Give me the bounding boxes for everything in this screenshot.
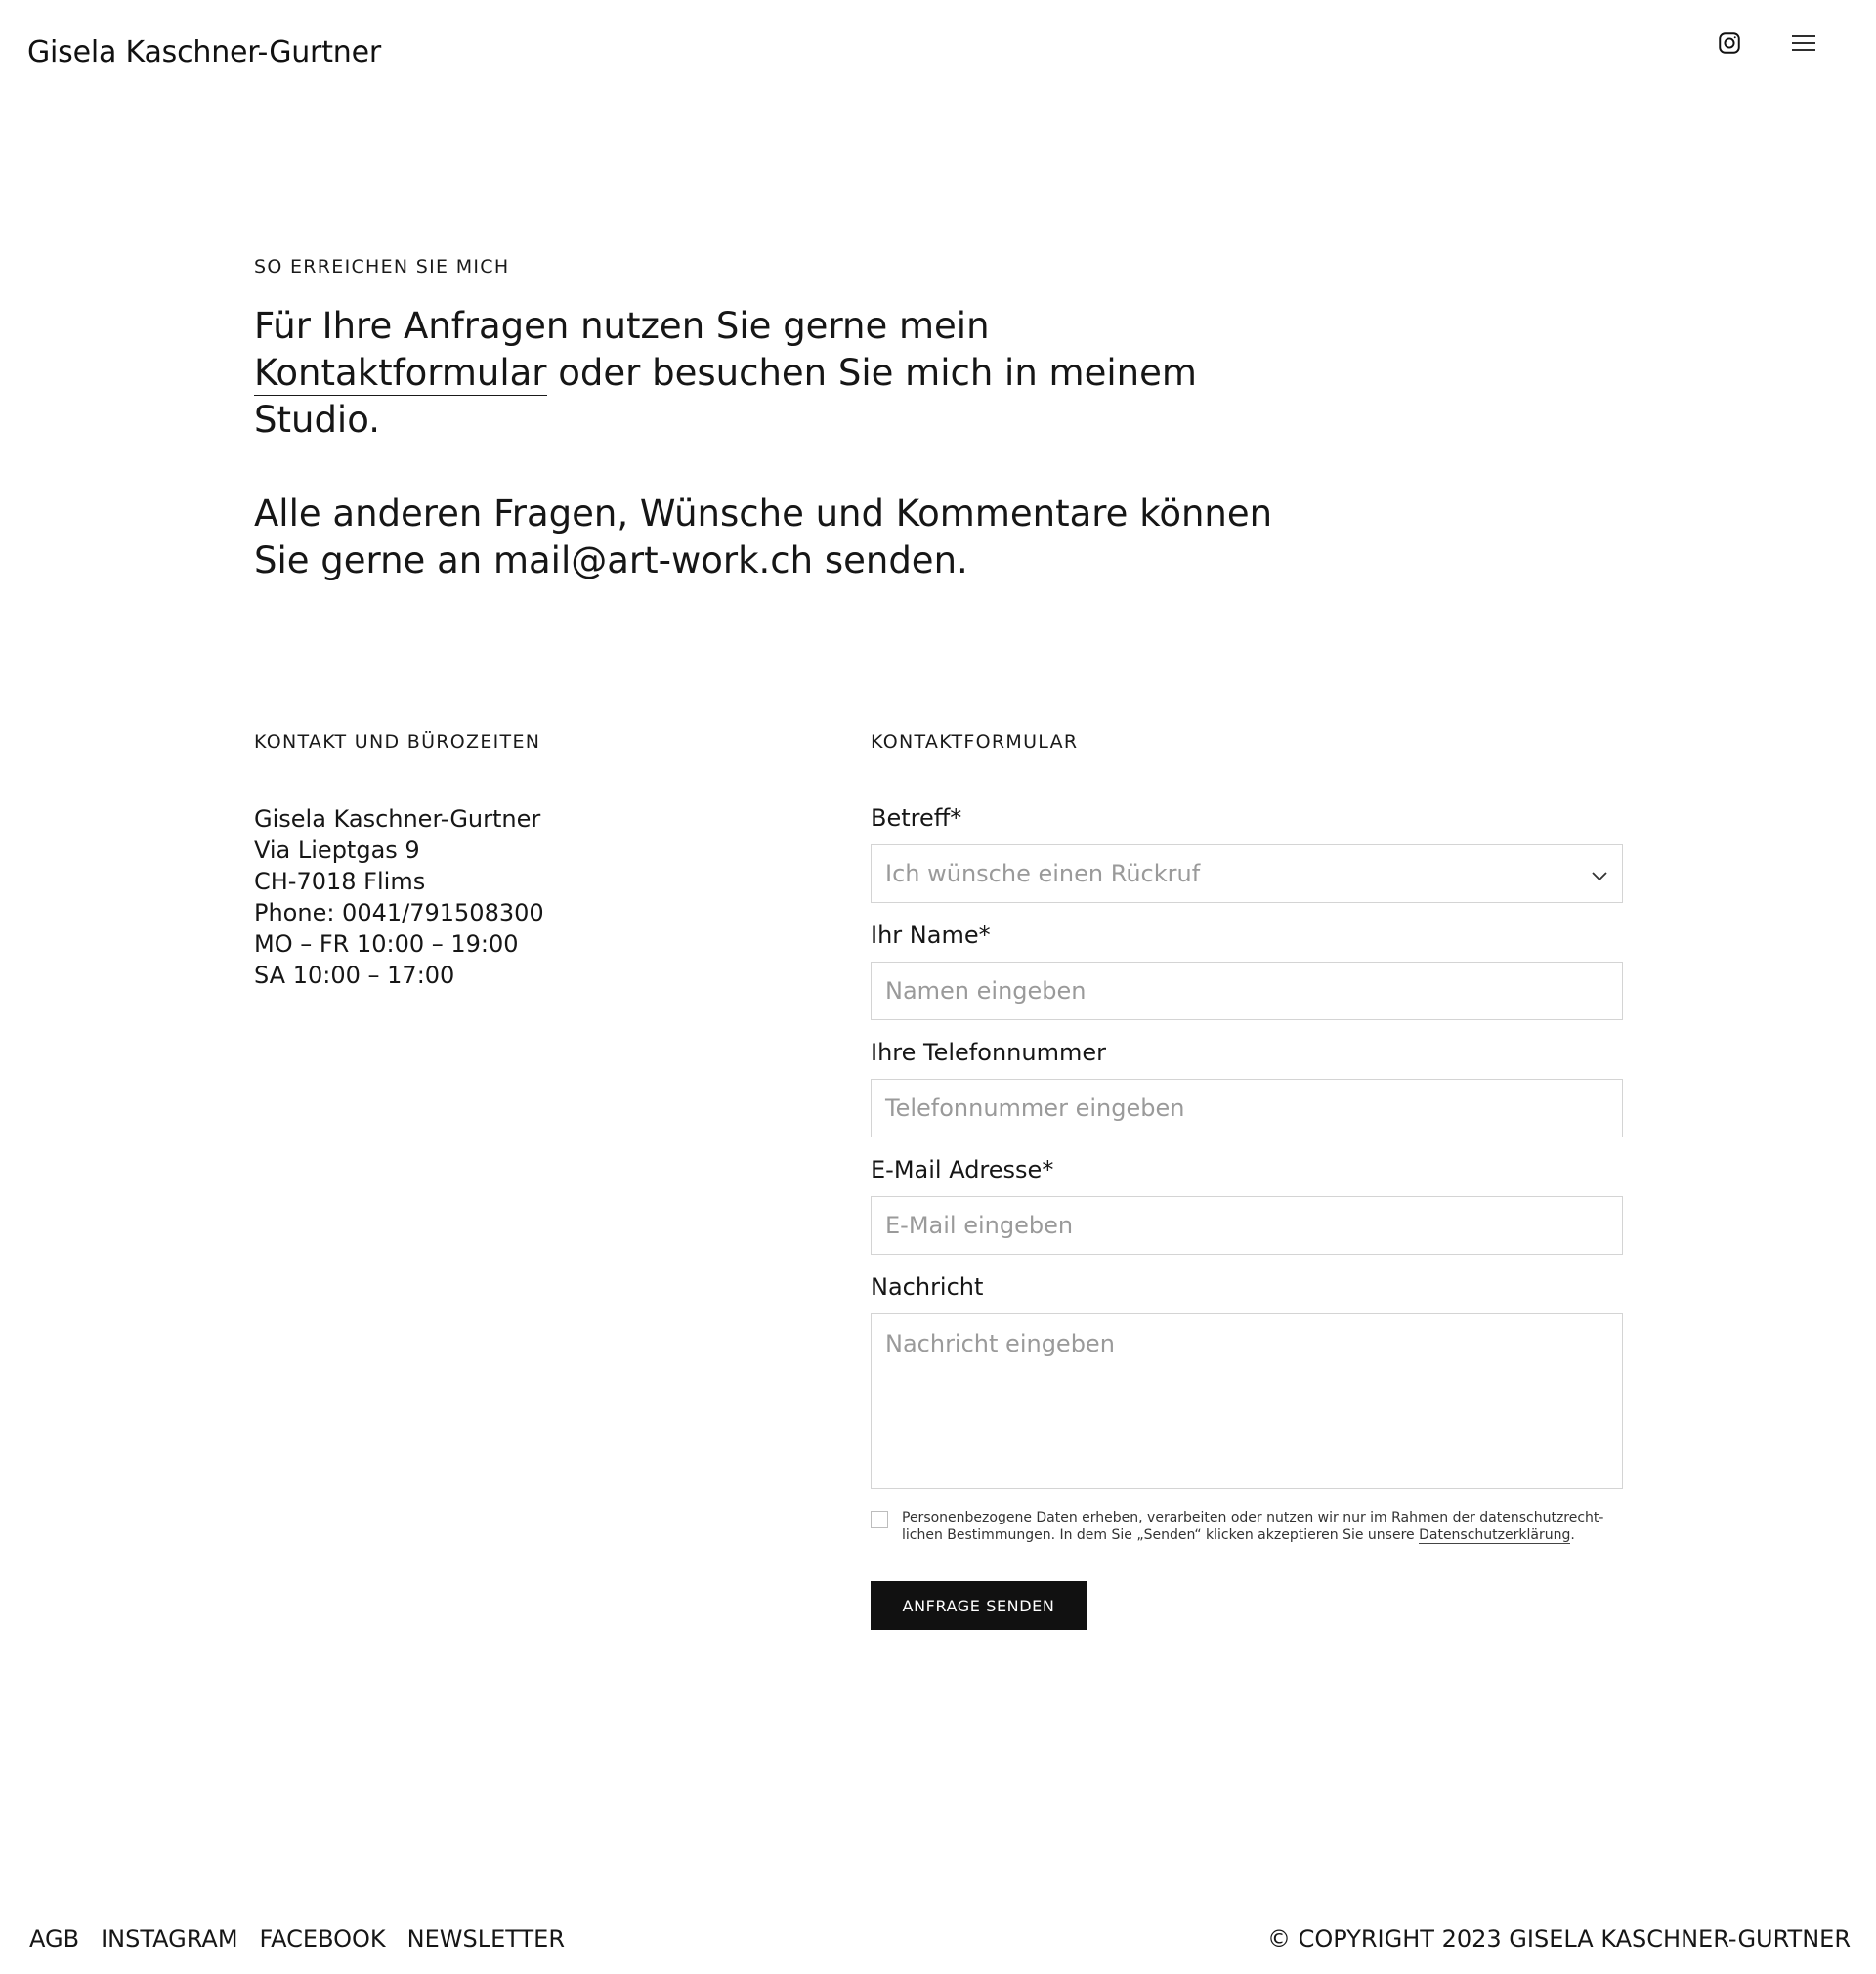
contact-heading: KONTAKT UND BÜROZEITEN (254, 731, 541, 752)
email-input[interactable] (871, 1196, 1623, 1255)
name-input[interactable] (871, 962, 1623, 1020)
footer-link-newsletter[interactable]: NEWSLETTER (406, 1925, 565, 1953)
phone-label: Ihre Telefonnummer (871, 1039, 1106, 1066)
email-label: E-Mail Adresse* (871, 1156, 1054, 1183)
phone-input[interactable] (871, 1079, 1623, 1137)
name-placeholder: Namen eingeben (885, 977, 1087, 1005)
message-placeholder: Nachricht eingeben (885, 1330, 1115, 1357)
instagram-icon[interactable] (1714, 27, 1745, 59)
subject-select-value: Ich wünsche einen Rückruf (885, 860, 1201, 887)
message-textarea[interactable] (871, 1313, 1623, 1489)
name-label: Ihr Name* (871, 922, 991, 949)
privacy-text-line (902, 1526, 1603, 1544)
address-line: Gisela Kaschner-Gurtner (254, 805, 541, 833)
hours-line: MO – FR 10:00 – 19:00 (254, 930, 519, 958)
form-heading: KONTAKTFORMULAR (871, 731, 1079, 752)
address-block (254, 803, 801, 991)
privacy-policy-link[interactable]: Datenschutzerklärung (1419, 1527, 1571, 1543)
header-icons (1714, 27, 1819, 59)
copyright: © COPYRIGHT 2023 GISELA KASCHNER-GURTNER (1267, 1925, 1851, 1953)
contact-section (254, 731, 801, 991)
footer-link-instagram[interactable]: INSTAGRAM (101, 1925, 238, 1953)
menu-icon[interactable] (1788, 27, 1819, 59)
footer-link-agb[interactable]: AGB (29, 1925, 80, 1953)
site-title[interactable]: Gisela Kaschner-Gurtner (27, 35, 381, 69)
intro-paragraph-2: Alle anderen Fragen, Wünsche und Kommentare können Sie gerne an mail@art-work.ch senden. (254, 493, 1273, 581)
email-placeholder: E-Mail eingeben (885, 1212, 1074, 1239)
privacy-checkbox[interactable] (871, 1511, 888, 1528)
privacy-consent (871, 1509, 1633, 1544)
intro-eyebrow: SO ERREICHEN SIE MICH (254, 256, 510, 278)
phone-line: Phone: 0041/791508300 (254, 899, 544, 926)
privacy-text (902, 1509, 1603, 1544)
submit-button[interactable]: ANFRAGE SENDEN (871, 1581, 1087, 1630)
intro-paragraph-1 (254, 303, 1290, 444)
privacy-text-line: Personenbezogene Daten erheben, verarbeiten oder nutzen wir nur im Rahmen der datenschutzrecht- (902, 1510, 1604, 1525)
contact-form-section (871, 731, 1625, 1630)
intro-text-after-link: oder besuchen Sie mich in meinem Studio. (254, 352, 1197, 441)
footer-nav (29, 1925, 565, 1953)
footer-link-facebook[interactable]: FACEBOOK (259, 1925, 386, 1953)
address-line: Via Lieptgas 9 (254, 837, 420, 864)
message-label: Nachricht (871, 1273, 984, 1301)
contact-form-link[interactable]: Kontaktformular (254, 352, 547, 394)
intro-section (254, 256, 1290, 631)
hours-line: SA 10:00 – 17:00 (254, 962, 455, 989)
privacy-text-part: . (1570, 1527, 1575, 1543)
subject-label: Betreff* (871, 804, 962, 832)
address-line: CH-7018 Flims (254, 868, 426, 895)
phone-placeholder: Telefonnummer eingeben (885, 1094, 1185, 1122)
subject-select[interactable] (871, 844, 1623, 903)
chevron-down-icon (1591, 860, 1608, 887)
intro-text-before-link: Für Ihre Anfragen nutzen Sie gerne mein (254, 305, 990, 347)
privacy-text-part: lichen Bestimmungen. In dem Sie „Senden“ klicken akzeptieren Sie unsere (902, 1527, 1420, 1543)
